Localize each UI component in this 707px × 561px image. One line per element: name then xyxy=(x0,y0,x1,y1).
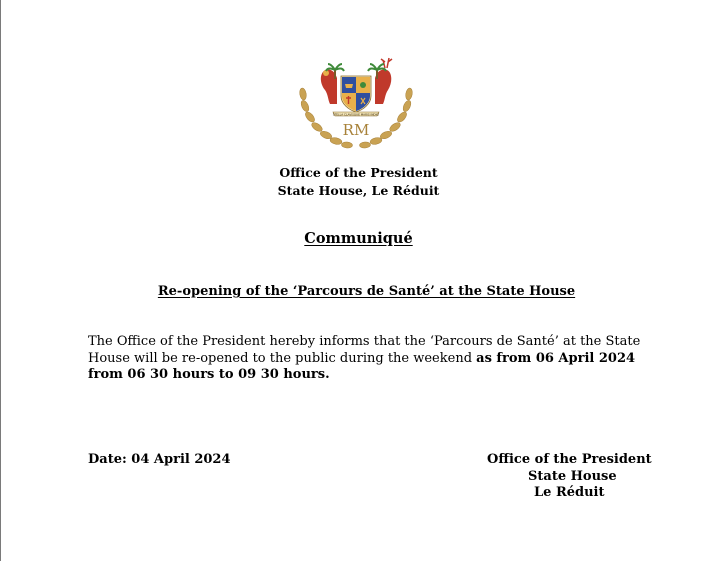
document-title: Communiqué xyxy=(304,230,413,247)
subject-heading: Re-opening of the ‘Parcours de Santé’ at the State House xyxy=(157,284,576,299)
letterhead xyxy=(0,164,707,200)
coat-of-arms-emblem xyxy=(295,56,417,156)
signature-line-1: Office of the President xyxy=(487,452,652,467)
body-text-bold: as from 06 April 2024 from 06 30 hours to 09 30 hours. xyxy=(88,350,636,382)
body-paragraph xyxy=(88,334,658,384)
signature-line-3: Le Réduit xyxy=(534,485,605,500)
page-left-border xyxy=(0,0,1,561)
date-line: Date: 04 April 2024 xyxy=(88,452,231,467)
signature-line-2: State House xyxy=(528,468,617,484)
shield-icon xyxy=(341,76,371,112)
rm-monogram: RM xyxy=(342,121,370,139)
signature-block xyxy=(484,452,660,502)
motto-text: STELLA CLAVISQUE MARIS INDICI xyxy=(332,112,380,117)
body-text-regular: The Office of the President hereby informs that the ‘Parcours de Santé’ at the State House will be re-opened to the public during the weekend xyxy=(88,334,641,366)
letterhead-line-1: Office of the President xyxy=(279,165,438,180)
letterhead-line-2: State House, Le Réduit xyxy=(277,183,440,198)
